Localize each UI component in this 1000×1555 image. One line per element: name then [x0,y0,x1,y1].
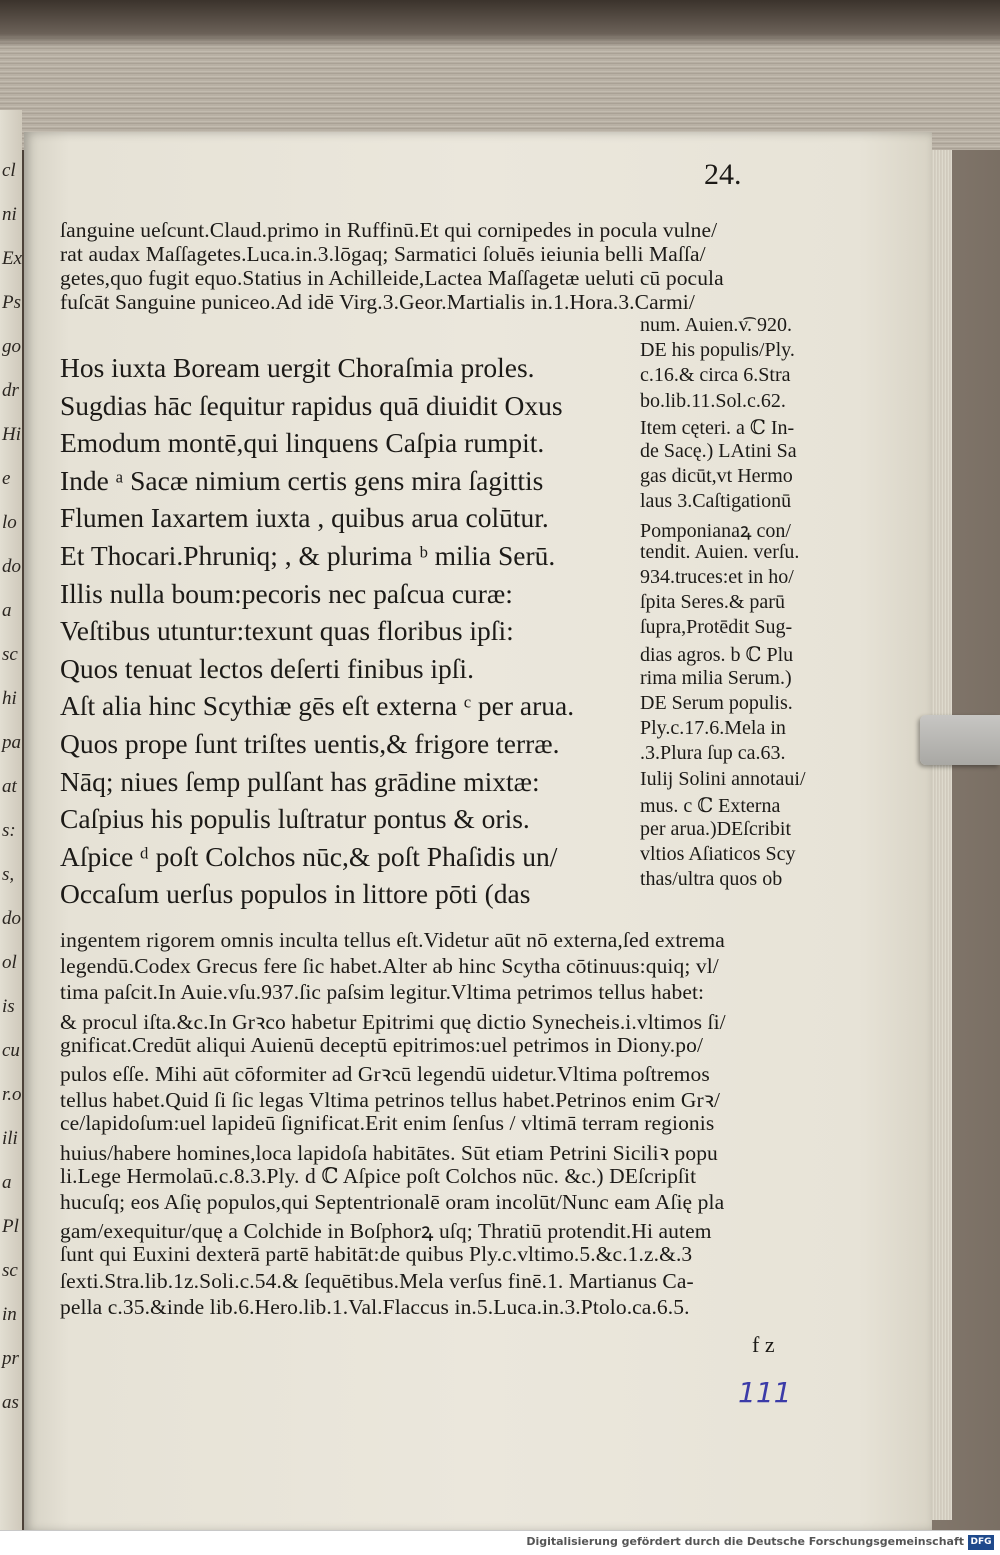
left-edge-fragment: a [2,600,12,621]
prose-line: li.Lege Hermolaū.c.8.3.Ply. d ℂ Aſpice poſt Colchos nūc. &c.) DEſcripſit [60,1163,697,1188]
verse-line: Nāq; niues ſemp pulſant has grādine mixtæ: [60,765,540,797]
gloss-line: gas dicūt,vt Hermo [640,465,793,488]
prose-line: ſunt qui Euxini dexterā partē habitāt:de quibus Ply.c.vltimo.5.&c.1.z.&.3 [60,1242,693,1267]
left-edge-fragment: do [2,908,21,929]
gloss-line: Ply.c.17.6.Mela in [640,717,786,740]
gloss-line: DE his populis/Ply. [640,339,795,362]
gloss-line: laus 3.Caſtigationū [640,490,792,513]
verse-line: Inde ᵃ Sacæ nimium certis gens mira ſagittis [60,464,544,496]
gloss-line: num. Auien.v͡. 920. [640,314,793,336]
left-edge-fragment: go [2,336,21,357]
prose-line: gnificat.Credūt aliqui Auienū deceptū epitrimos:uel petrimos in Diony.po/ [60,1032,704,1057]
verse-line: Sugdias hāc ſequitur rapidus quā diuidit Oxus [60,389,563,421]
prose-line: ſexti.Stra.lib.1z.Soli.c.54.& ſequētibus.Mela verſus finē.1. Martianus Ca- [60,1268,694,1293]
prose-line: legendū.Codex Grecus fere ſic habet.Alter ab hinc Scytha cōtinuus:quiq; vl/ [60,954,719,979]
verse-line: Hos iuxta Boream uergit Choraſmia proles. [60,352,535,383]
gloss-line: Item cęteri. a ℂ In- [640,416,795,439]
page-fore-edge [932,150,952,1520]
left-edge-fragment: Ex [2,248,22,269]
left-edge-fragment: is [2,996,15,1017]
gloss-line: thas/ultra quos ob [640,868,783,891]
gloss-line: de Sacę.) LAtini Sa [640,440,797,462]
left-edge-fragment: s, [2,864,15,885]
footer-bar [0,1530,1000,1555]
gloss-line: per arua.)DEſcribit [640,818,792,840]
gloss-line: mus. c ℂ Externa [640,794,781,817]
left-edge-fragment: sc [2,644,18,665]
book-top-shadow [0,0,1000,48]
prose-line: pella c.35.&inde lib.6.Hero.lib.1.Val.Flaccus in.5.Luca.in.3.Ptolo.ca.6.5. [60,1294,690,1319]
prose-line: pulos eſſe. Mihi aūt cōformiter ad Grꝛcū legendū uidetur.Vltima poſtremos [60,1062,710,1086]
prose-line: tellus habet.Quid ſi ſic legas Vltima petrinos tellus habet.Petrinos enim Grꝛ/ [60,1088,721,1113]
verse-line: Occaſum uerſus populos in littore pōti (das [60,878,531,910]
left-edge-fragment: hi [2,688,17,709]
gloss-line: vltios Aſiaticos Scy [640,843,796,866]
left-edge-fragment: ol [2,952,17,973]
prose-line: getes,quo fugit equo.Statius in Achilleide,Lactea Maſſagetæ ueluti cū pocula [60,266,724,290]
verse-line: Illis nulla boum:pecoris nec paſcua curæ: [60,577,513,609]
prose-line: gam/exequitur/quę a Colchide in Boſphorꝝ uſq; Thratiū protendit.Hi autem [60,1219,712,1244]
prose-line: ſanguine ueſcunt.Claud.primo in Ruffinū.Et qui cornipedes in pocula vulne/ [60,218,718,242]
verse-line: Caſpius his populis luſtratur pontus & oris. [60,803,530,835]
left-edge-fragment: dr [2,380,19,401]
left-edge-fragment: pa [2,732,21,753]
prose-line: fuſcāt Sanguine puniceo.Ad idē Virg.3.Geor.Martialis in.1.Hora.3.Carmi/ [60,290,695,314]
gloss-line: rima milia Serum.) [640,666,792,689]
signature-mark: f z [752,1332,775,1357]
gloss-line: bo.lib.11.Sol.c.62. [640,389,786,412]
gloss-line: Iulij Solini annotaui/ [640,767,806,790]
gloss-line: 934.truces:et in ho/ [640,566,794,588]
left-edge-fragment: ni [2,204,17,225]
verse-line: Et Thocari.Phruniq; , & plurima ᵇ milia Serū. [60,540,556,571]
prose-line: tima paſcit.In Auie.vſu.937.ſic paſsim legitur.Vltima petrimos tellus habet: [60,980,705,1005]
folio-number: 24. [704,158,742,191]
prose-line: rat audax Maſſagetes.Luca.in.3.lōgaq; Sarmatici ſoluēs ieiunia belli Maſſa/ [60,242,706,266]
left-edge-fragment: in [2,1304,17,1325]
left-edge-fragment: at [2,776,17,797]
gloss-line: ſpita Seres.& parū [640,591,785,614]
verse-line: Veſtibus utuntur:texunt quas floribus ipſi: [60,615,514,647]
gloss-line: DE Serum populis. [640,692,793,714]
funding-credit: Digitalisierung gefördert durch die Deutsche Forschungsgemeinschaft [526,1535,964,1548]
gloss-line: c.16.& circa 6.Stra [640,364,791,387]
left-edge-fragment: Pl [2,1216,19,1237]
verse-line: Emodum montē,qui linquens Caſpia rumpit. [60,427,545,459]
left-edge-fragment: a [2,1172,12,1193]
gloss-line: Pomponianaꝝ con/ [640,519,791,542]
prose-line: hucuſq; eos Aſię populos,qui Septentrionalē oram incolūt/Nunc eam Aſię pla [60,1190,725,1214]
verse-line: Quos tenuat lectos deſerti finibus ipſi. [60,652,474,684]
bookmark-clip [920,715,1000,765]
left-edge-fragment: e [2,468,11,489]
handwritten-pencil-note: 111 [738,1376,792,1409]
left-edge-fragment: lo [2,512,17,533]
gloss-line: tendit. Auien. verſu. [640,540,800,563]
left-edge-fragment: Ps [2,292,21,313]
prose-line: & procul iſta.&c.In Grꝛco habetur Epitrimi quę dictio Synecheis.i.vltimos ſi/ [60,1009,726,1034]
verse-line: Quos prope ſunt triſtes uentis,& frigore terræ. [60,728,560,759]
left-edge-fragment: cu [2,1040,20,1061]
gloss-line: dias agros. b ℂ Plu [640,643,794,666]
verse-line: Flumen Iaxartem iuxta , quibus arua colūtur. [60,502,549,534]
left-edge-fragment: s: [2,820,16,841]
left-edge-fragment: ili [2,1128,18,1149]
left-edge-fragment: pr [2,1348,19,1369]
gloss-line: .3.Plura ſup ca.63. [640,742,786,765]
prose-line: huius/habere homines,loca lapidoſa habitātes. Sūt etiam Petrini Siciliꝛ popu [60,1140,718,1165]
prose-line: ingentem rigorem omnis inculta tellus eſt.Videtur aūt nō externa,ſed extrema [60,928,725,952]
left-edge-fragment: as [2,1392,19,1413]
dfg-logo: DFG [968,1535,994,1550]
prose-line: ce/lapidoſum:uel lapideū ſignificat.Erit enim ſenſus / vltimā terram regionis [60,1111,715,1136]
verse-line: Aſpice ᵈ poſt Colchos nūc,& poſt Phaſidis un/ [60,840,558,872]
left-edge-fragment: do [2,556,21,577]
left-page-fragments [0,160,22,1460]
verse-line: Aſt alia hinc Scythiæ gēs eſt externa ᶜ per arua. [60,690,575,722]
left-edge-fragment: sc [2,1260,18,1281]
left-edge-fragment: r.o [2,1084,22,1105]
left-edge-fragment: cl [2,160,16,181]
left-edge-fragment: Hi [2,424,21,445]
gloss-line: ſupra,Protēdit Sug- [640,616,793,639]
